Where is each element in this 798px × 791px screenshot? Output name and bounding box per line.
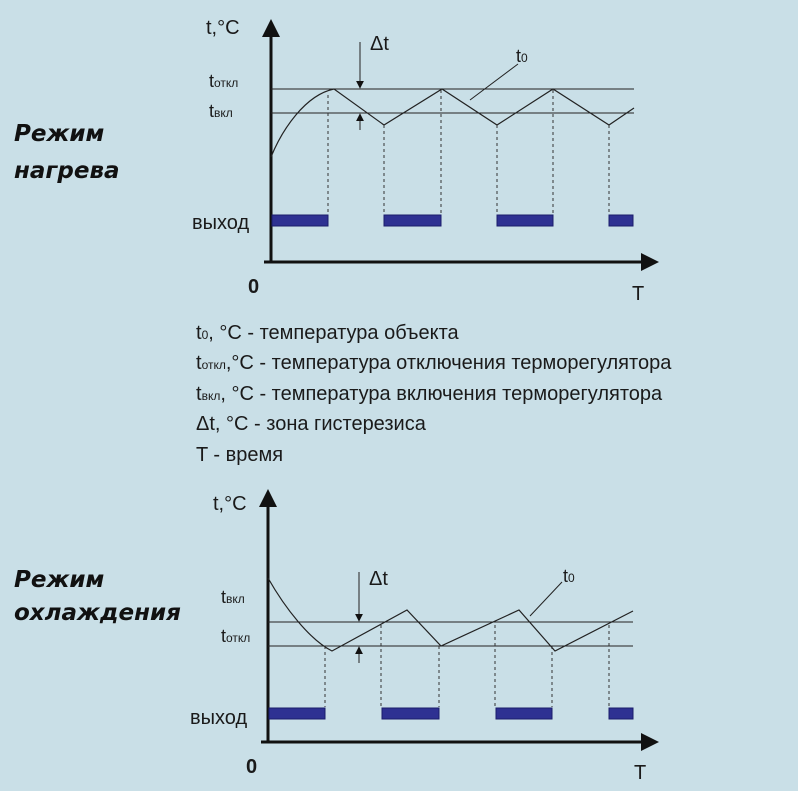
legend (196, 322, 672, 466)
cooling-y-axis-label: t,°C (213, 493, 247, 515)
cooling-origin-label: 0 (246, 756, 258, 778)
cooling-t-off-label: tоткл (221, 626, 251, 646)
legend-line-t-on: tвкл, °C - температура включения терморегулятора (196, 383, 663, 405)
heating-t-off-label: tоткл (209, 71, 239, 91)
heating-mode-title-line1: Режим (14, 121, 105, 147)
heating-output-bar-1 (272, 215, 328, 226)
cooling-output-bar-4 (609, 708, 633, 719)
heating-origin-label: 0 (248, 276, 260, 298)
heating-output-bar-3 (497, 215, 553, 226)
heating-diagram (14, 17, 656, 305)
cooling-t-on-label: tвкл (221, 587, 245, 607)
cooling-output-bar-3 (496, 708, 552, 719)
heating-t0-label: t0 (516, 46, 528, 66)
heating-output-label: выход (192, 212, 250, 234)
cooling-output-bar-2 (382, 708, 439, 719)
legend-line-delta: Δt, °C - зона гистерезиса (196, 413, 426, 435)
cooling-output-label: выход (190, 707, 248, 729)
legend-line-t-off: tоткл,°C - температура отключения терморегулятора (196, 352, 672, 374)
cooling-output-bar-1 (269, 708, 325, 719)
heating-mode-title-line2: нагрева (14, 158, 120, 184)
heating-x-axis-label: T (632, 283, 645, 305)
cooling-mode-title-line2: охлаждения (14, 600, 181, 626)
cooling-t0-label: t0 (563, 566, 575, 586)
cooling-x-axis-label: T (634, 762, 647, 784)
legend-line-t0: t0, °C - температура объекта (196, 322, 459, 344)
cooling-delta-label: Δt (369, 568, 388, 590)
heating-t0-leader (470, 64, 518, 100)
cooling-mode-title-line1: Режим (14, 567, 105, 593)
heating-temperature-curve (271, 89, 634, 157)
cooling-t0-leader (530, 582, 562, 616)
heating-delta-label: Δt (370, 33, 389, 55)
cooling-diagram (14, 492, 656, 784)
heating-output-bar-4 (609, 215, 633, 226)
cooling-temperature-curve (268, 578, 633, 651)
legend-line-time: T - время (196, 444, 284, 466)
heating-t-on-label: tвкл (209, 101, 233, 121)
heating-y-axis-label: t,°C (206, 17, 240, 39)
heating-output-bar-2 (384, 215, 441, 226)
